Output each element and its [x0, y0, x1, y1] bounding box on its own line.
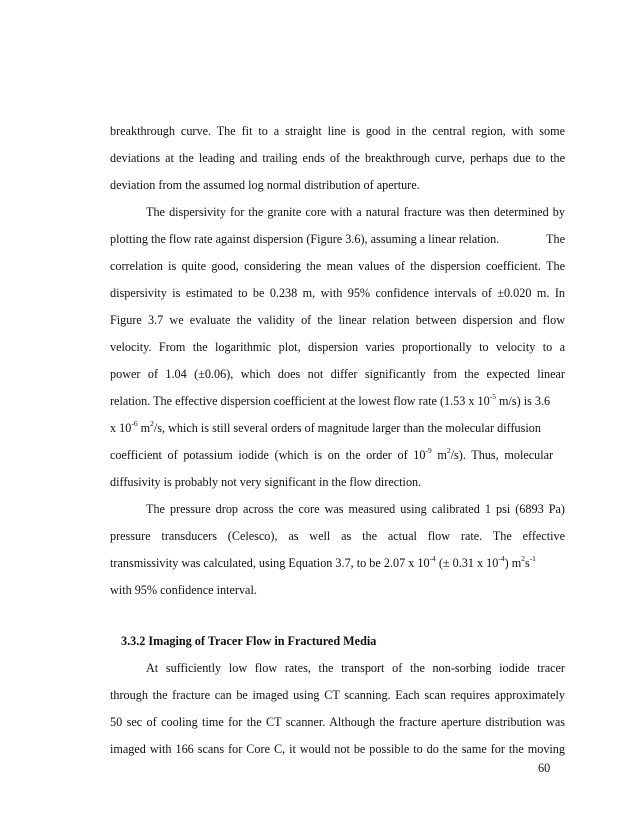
text-segment: m/s) is 3.6	[495, 394, 551, 408]
text-segment: m	[431, 448, 447, 462]
text-line: The dispersivity for the granite core with a natural fracture was then determined by	[146, 205, 565, 219]
superscript: 2	[521, 554, 525, 563]
text-line: with 95% confidence interval.	[110, 583, 257, 597]
text-line: correlation is quite good, considering the mean values of the dispersion coefficient. The	[110, 259, 565, 273]
text-line: diffusivity is probably not very significant in the flow direction.	[110, 475, 422, 489]
text-segment: The	[546, 232, 565, 246]
text-segment: transmissivity was calculated, using Equation 3.7, to be 2.07 x 10	[110, 556, 430, 570]
text-line	[110, 232, 565, 246]
text-segment: x 10	[110, 421, 132, 435]
text-line: Figure 3.7 we evaluate the validity of the linear relation between dispersion and flow	[110, 313, 565, 327]
text-segment: plotting the flow rate against dispersion (Figure 3.6), assuming a linear relation.	[110, 232, 500, 246]
text-line: deviation from the assumed log normal distribution of aperture.	[110, 178, 420, 192]
text-line: breakthrough curve. The fit to a straight line is good in the central region, with some	[110, 124, 565, 138]
text-segment: ) m	[504, 556, 522, 570]
text-line	[110, 448, 565, 462]
text-segment: coefficient of potassium iodide (which is on the order of 10	[110, 448, 426, 462]
text-line: The pressure drop across the core was measured using calibrated 1 psi (6893 Pa)	[146, 502, 565, 516]
superscript: -9	[425, 446, 432, 455]
text-segment: relation. The effective dispersion coefficient at the lowest flow rate (1.53 x 10	[110, 394, 490, 408]
superscript: -4	[429, 554, 436, 563]
text-line	[110, 556, 565, 570]
superscript: -1	[529, 554, 536, 563]
superscript: 2	[150, 419, 154, 428]
text-segment: /s). Thus, molecular	[450, 448, 554, 462]
text-segment: /s, which is still several orders of magnitude larger than the molecular diffusion	[153, 421, 541, 435]
superscript: -4	[498, 554, 505, 563]
text-line: through the fracture can be imaged using CT scanning. Each scan requires approximately	[110, 688, 565, 702]
text-segment: s	[524, 556, 530, 570]
superscript: 2	[446, 446, 451, 455]
text-line	[110, 394, 565, 408]
text-line: power of 1.04 (±0.06), which does not differ significantly from the expected linear	[110, 367, 565, 381]
section-heading: 3.3.2 Imaging of Tracer Flow in Fractured Media	[121, 634, 377, 648]
text-line: deviations at the leading and trailing ends of the breakthrough curve, perhaps due to the	[110, 151, 565, 165]
superscript: -6	[131, 419, 138, 428]
text-line: imaged with 166 scans for Core C, it would not be possible to do the same for the moving	[110, 742, 565, 756]
text-line: pressure transducers (Celesco), as well as the actual flow rate. The effective	[110, 529, 565, 543]
text-line: velocity. From the logarithmic plot, dispersion varies proportionally to velocity to a	[110, 340, 565, 354]
text-line	[110, 421, 565, 435]
text-segment: m	[137, 421, 151, 435]
page-number: 60	[538, 761, 551, 775]
superscript: -5	[489, 392, 496, 401]
text-line: At sufficiently low flow rates, the transport of the non-sorbing iodide tracer	[146, 661, 565, 675]
text-line: dispersivity is estimated to be 0.238 m, with 95% confidence intervals of ±0.020 m. In	[110, 286, 565, 300]
text-line: 50 sec of cooling time for the CT scanner. Although the fracture aperture distribution was	[110, 715, 565, 729]
text-segment: (± 0.31 x 10	[435, 556, 499, 570]
